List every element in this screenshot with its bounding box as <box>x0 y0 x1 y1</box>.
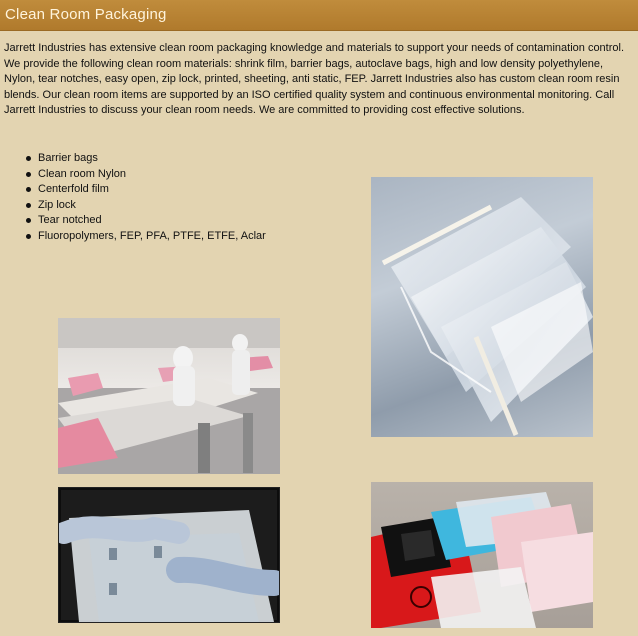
list-item: Clean room Nylon <box>24 167 266 183</box>
materials-list <box>24 151 266 245</box>
page-title: Clean Room Packaging <box>5 6 167 23</box>
list-item: Barrier bags <box>24 151 266 167</box>
list-item: Zip lock <box>24 198 266 214</box>
intro-paragraph: Jarrett Industries has extensive clean room packaging knowledge and materials to support your needs of contamination control. We provide the following clean room materials: shrink film, barrier bags, autoclave bags, high and low density polyethylene, Nylon, tear notches, easy open, zip lock, printed, sheeting, anti static, FEP. Jarrett Industries also has custom clean room resin blends. Our clean room items are supported by an ISO certified quality system and continuous environmental monitoring. Call Jarrett Industries to discuss your clean room needs. We are committed to providing cost effective solutions. <box>4 42 625 117</box>
list-item: Fluoropolymers, FEP, PFA, PTFE, ETFE, Aclar <box>24 229 266 245</box>
list-item: Centerfold film <box>24 182 266 198</box>
zip-lock-photo <box>58 487 280 623</box>
colored-bags-photo <box>371 482 593 628</box>
clean-room-workers-photo <box>58 318 280 474</box>
barrier-bags-photo <box>371 177 593 437</box>
page-header <box>0 0 638 31</box>
list-item: Tear notched <box>24 213 266 229</box>
